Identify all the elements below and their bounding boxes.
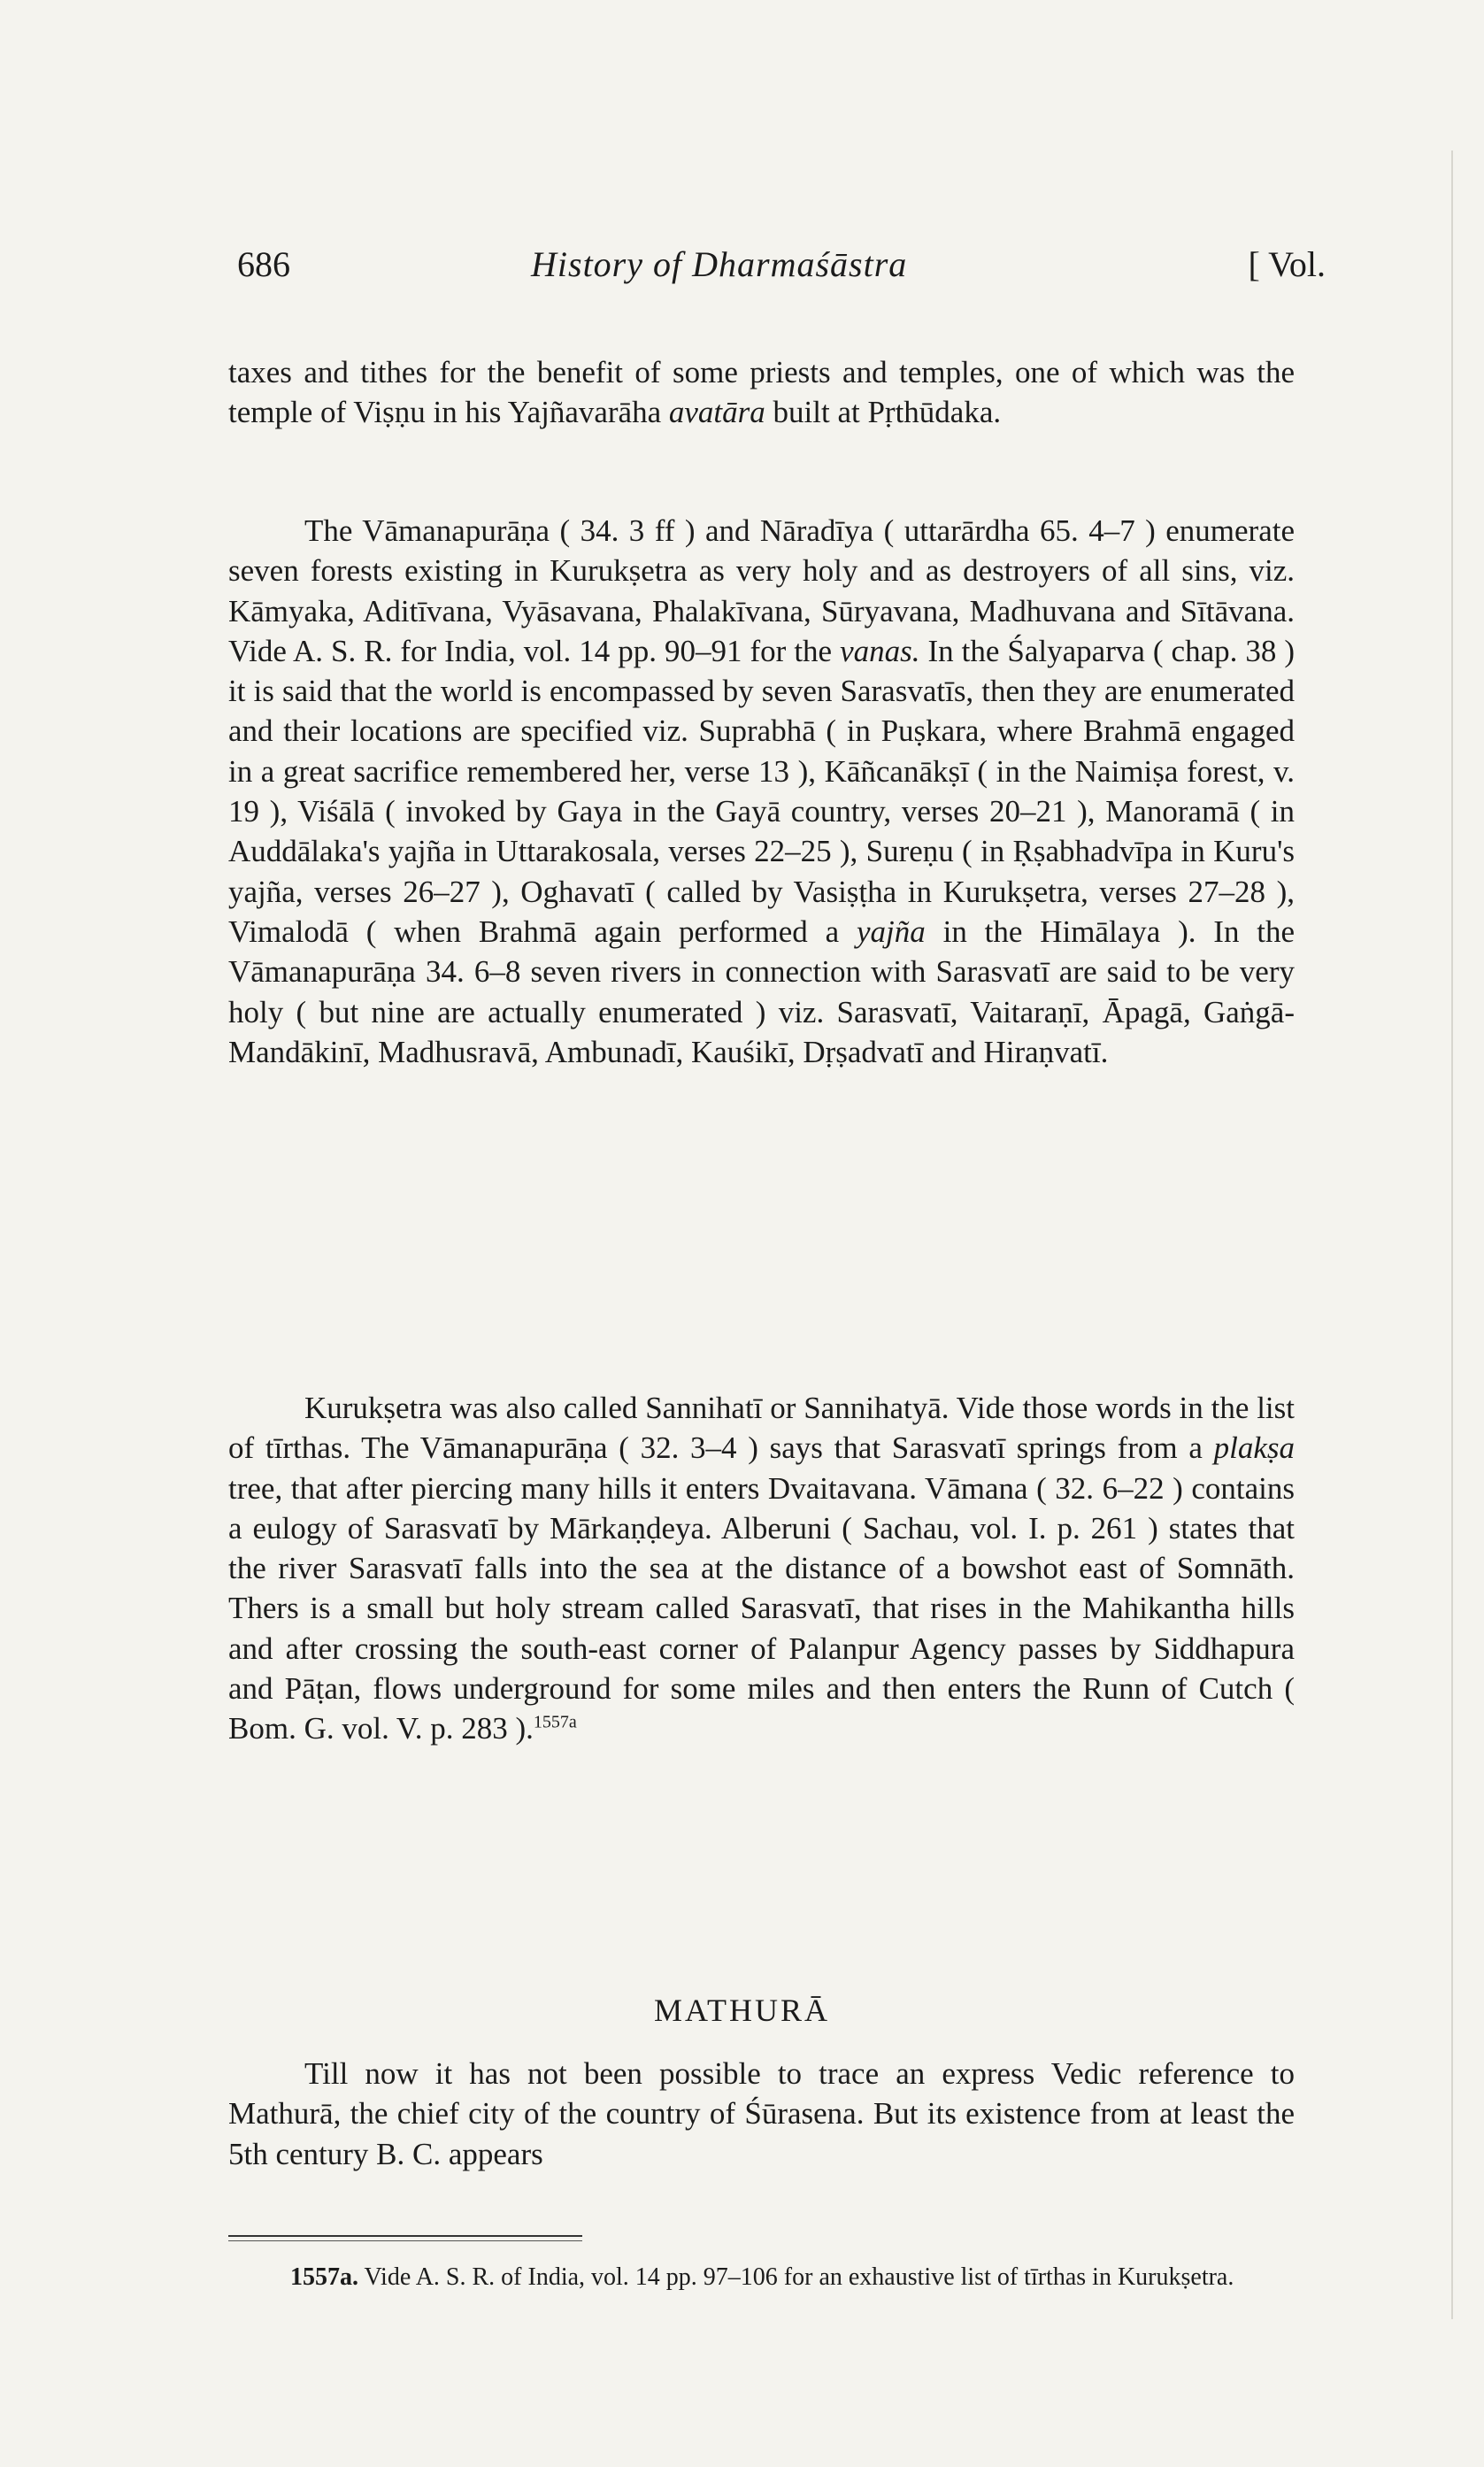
paragraph-4: [228, 2054, 1295, 2174]
paragraph-2-italic-a: vanas.: [840, 633, 920, 668]
footnote: [228, 2260, 1295, 2295]
footnote-ref[interactable]: 1557a: [533, 1712, 577, 1732]
paragraph-2-text-a: The Vāmanapurāṇa ( 34. 3 ff ) and Nāradīya ( uttarārdha 65. 4–7 ) enumerate seven forests existing in Kurukṣetra as very holy and as destroyers of all sins, viz. Kāmyaka, Aditīvana, Vyāsavana, Phalakīvana, Sūryavana, Madhuvana and Sītāvana. Vide A. S. R. for India, vol. 14 pp. 90–91 for the: [228, 513, 1295, 668]
footnote-label: 1557a.: [290, 2263, 358, 2291]
paragraph-2: [228, 511, 1295, 1072]
paragraph-3-italic: plakṣa: [1213, 1430, 1296, 1466]
running-title: History of Dharmaśāstra: [531, 244, 908, 284]
footnote-rule-lower: [228, 2240, 582, 2241]
section-heading: MATHURĀ: [653, 1993, 830, 2028]
volume-label: [ Vol.: [1248, 244, 1326, 284]
page-number: 686: [237, 244, 290, 284]
paragraph-3: [228, 1388, 1295, 1749]
paragraph-1-text: taxes and tithes for the benefit of some priests and temples, one of which was the temple of Viṣṇu in his Yajñavarāha: [228, 355, 1295, 430]
paragraph-4-text: Till now it has not been possible to trace an express Vedic reference to Mathurā, the chief city of the country of Śūrasena. But its existence from at least the 5th century B. C. appears: [228, 2056, 1295, 2171]
paragraph-3-text-b: tree, that after piercing many hills it enters Dvaitavana. Vāmana ( 32. 6–22 ) contains a eulogy of Sarasvatī by Mārkaṇḍeya. Alberuni ( Sachau, vol. I. p. 261 ) states that the river Sarasvatī falls into the sea at the distance of a bowshot east of Somnāth. Thers is a small but holy stream called Sarasvatī, that rises in the Mahikantha hills and after crossing the south-east corner of Palanpur Agency passes by Siddhapura and Pāṭan, flows underground for some miles and then enters the Runn of Cutch ( Bom. G. vol. V. p. 283 ).: [228, 1470, 1295, 1746]
paragraph-1-italic: avatāra: [668, 395, 765, 430]
paragraph-2-text-c: in the Himālaya ). In the Vāmanapurāṇa 34. 6–8 seven rivers in connection with Sarasvatī are said to be very holy ( but nine are actually enumerated ) viz. Sarasvatī, Vaitaraṇī, Āpagā, Gaṅgā-Mandākinī, Madhusravā, Ambunadī, Kauśikī, Dṛṣadvatī and Hiraṇvatī.: [228, 914, 1296, 1069]
paragraph-2-text-b: In the Śalyaparva ( chap. 38 ) it is said that the world is encompassed by seven Sarasvatīs, then they are enumerated and their locations are specified viz. Suprabhā ( in Puṣkara, where Brahmā engaged in a great sacrifice remembered her, verse 13 ), Kāñcanākṣī ( in the Naimiṣa forest, v. 19 ), Viśālā ( invoked by Gaya in the Gayā country, verses 20–21 ), Manoramā ( in Auddālaka's yajña in Uttarakosala, verses 22–25 ), Sureṇu ( in Ṛṣabhadvīpa in Kuru's yajña, verses 26–27 ), Oghavatī ( called by Vasiṣṭha in Kurukṣetra, verses 27–28 ), Vimalodā ( when Brahmā again performed a: [228, 633, 1296, 949]
paragraph-3-text-a: Kurukṣetra was also called Sannihatī or Sannihatyā. Vide those words in the list of tīrthas. The Vāmanapurāṇa ( 32. 3–4 ) says that Sarasvatī springs from a: [228, 1391, 1295, 1466]
footnote-rule: [228, 2235, 582, 2237]
paragraph-1: [228, 352, 1295, 433]
footnote-text: Vide A. S. R. of India, vol. 14 pp. 97–106 for an exhaustive list of tīrthas in Kurukṣetra.: [364, 2263, 1234, 2291]
paragraph-2-italic-b: yajña: [857, 914, 926, 949]
paragraph-1-end: built at Pṛthūdaka.: [773, 395, 1002, 430]
running-header: [237, 243, 1326, 297]
